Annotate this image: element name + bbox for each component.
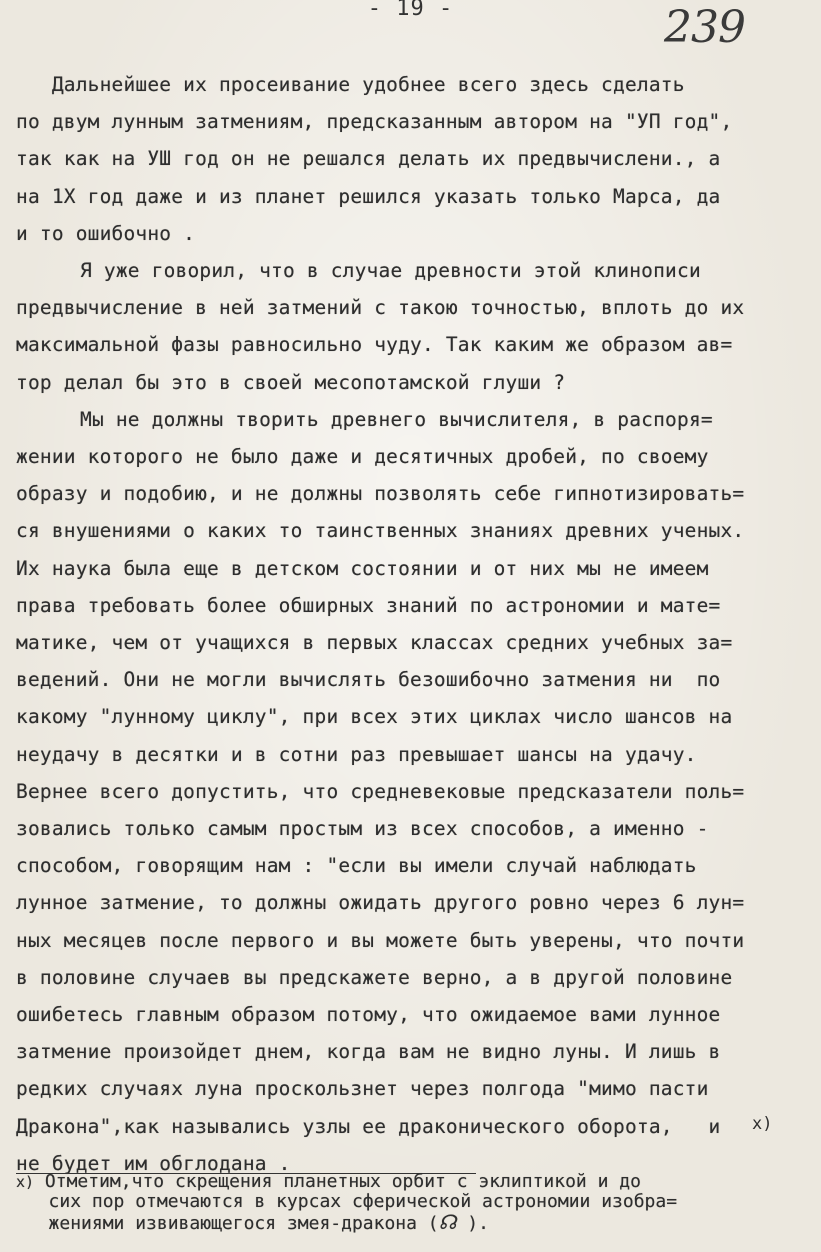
text-line: и то ошибочно .	[16, 221, 196, 245]
text-line: права требовать более обширных знаний по астрономии и мате=	[16, 593, 721, 617]
text-line: тор делал бы это в своей месопотамской глуши ?	[16, 370, 566, 394]
text-line: Я уже говорил, что в случае древности этой клинописи	[80, 259, 701, 283]
footnote-text: жениями извивающегося змея-дракона (	[48, 1213, 439, 1234]
text-line: в половине случаев вы предскажете верно, а в другой половине	[16, 965, 733, 989]
footnote-text: ).	[456, 1213, 489, 1234]
text-line: предвычисление в ней затмений с такою точностью, вплоть до их	[16, 296, 745, 320]
text-line: редких случаях луна проскользнет через полгода "мимо пасти	[16, 1077, 709, 1101]
handwritten-archive-number: 239	[664, 2, 745, 53]
text-line: жении которого не было даже и десятичных дробей, по своему	[16, 445, 709, 469]
footnote-line	[16, 1192, 821, 1212]
text-line: так как на УШ год он не решался делать их предвычислени., а	[16, 147, 721, 171]
text-line: ся внушениями о каких то таинственных знаниях древних ученых.	[16, 519, 745, 543]
text-line: матике, чем от учащихся в первых классах средних учебных за=	[16, 631, 733, 655]
text-line: Вернее всего допустить, что средневековые предсказатели поль=	[16, 779, 745, 803]
text-line: Дракона",как назывались узлы ее драконического оборота, и	[16, 1114, 721, 1138]
text-line: не будет им обглодана .	[16, 1151, 291, 1175]
text-line: какому "лунному циклу", при всех этих циклах число шансов на	[16, 705, 733, 729]
text-line: лунное затмение, то должны ожидать другого ровно через 6 лун=	[16, 891, 745, 915]
text-line: на 1X год даже и из планет решился указать только Марса, да	[16, 184, 721, 208]
page-number: - 19 -	[367, 0, 454, 21]
dragon-node-symbol-icon: ☊	[438, 1210, 457, 1234]
text-line: максимальной фазы равносильно чуду. Так каким же образом ав=	[16, 333, 733, 357]
footnote-line	[16, 1172, 821, 1192]
text-line: способом, говорящим нам : "если вы имели случай наблюдать	[16, 854, 697, 878]
text-line: Мы не должны творить древнего вычислителя, в распоря=	[80, 407, 713, 431]
text-line: по двум лунным затмениям, предсказанным автором на "УП год",	[16, 110, 733, 134]
footnote-text: Отметим,что скрещения планетных орбит с эклиптикой и до	[44, 1171, 641, 1192]
footnote-text: сих пор отмечаются в курсах сферической астрономии изобра=	[48, 1191, 678, 1212]
footnote-marker: x)	[16, 1173, 35, 1191]
text-line: ведений. Они не могли вычислять безошибочно затмения ни по	[16, 668, 721, 692]
text-line: ошибетесь главным образом потому, что ожидаемое вами лунное	[16, 1003, 721, 1027]
footnote	[16, 1172, 821, 1234]
text-line: зовались только самым простым из всех способов, а именно -	[16, 817, 709, 841]
text-line: образу и подобию, и не должны позволять себе гипнотизировать=	[16, 482, 745, 506]
text-line: Их наука была еще в детском состоянии и от них мы не имеем	[16, 556, 709, 580]
text-line: ных месяцев после первого и вы можете быть уверены, что почти	[16, 928, 745, 952]
text-line: затмение произойдет днем, когда вам не видно луны. И лишь в	[16, 1040, 721, 1064]
footnote-line	[16, 1212, 821, 1234]
text-line: Дальнейшее их просеивание удобнее всего здесь сделать	[16, 73, 685, 96]
text-line: неудачу в десятки и в сотни раз превышает шансы на удачу.	[16, 742, 697, 766]
main-text	[16, 66, 816, 1182]
footnote-reference: x)	[752, 1114, 773, 1134]
